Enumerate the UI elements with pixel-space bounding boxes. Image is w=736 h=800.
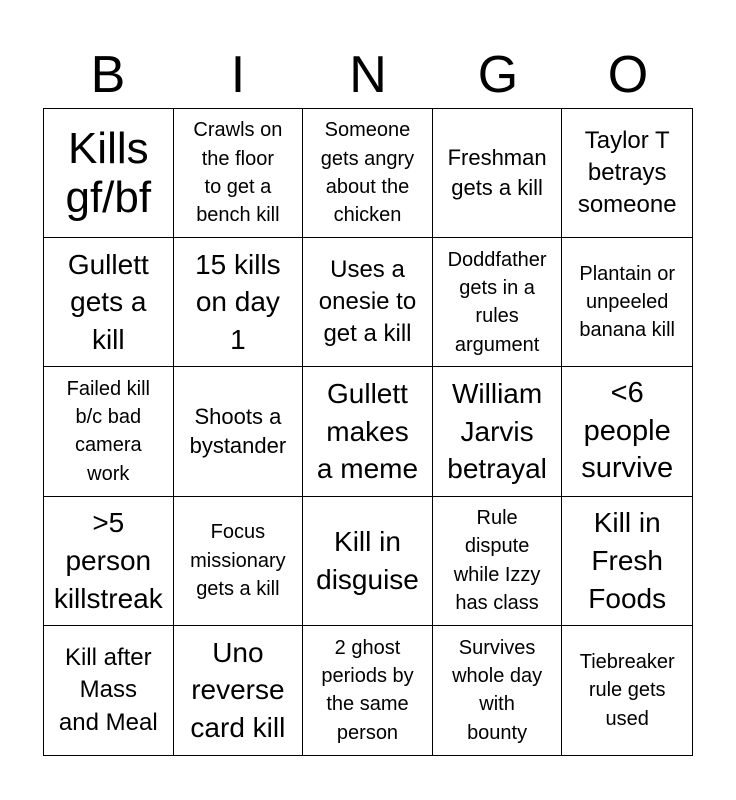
bingo-cell-1-2[interactable]: Crawls on the floor to get a bench kill [174,109,304,238]
header-letter-o: O [607,46,649,104]
bingo-cell-4-1[interactable]: >5 person killstreak [44,497,174,626]
header-letter-i: I [230,46,246,104]
bingo-cell-1-3[interactable]: Someone gets angry about the chicken [303,109,433,238]
bingo-cell-1-4[interactable]: Freshman gets a kill [433,109,563,238]
header-letter-b: B [90,46,126,104]
bingo-cell-4-5[interactable]: Kill in Fresh Foods [562,497,692,626]
bingo-cell-4-3[interactable]: Kill in disguise [303,497,433,626]
bingo-cell-5-5[interactable]: Tiebreaker rule gets used [579,650,675,730]
bingo-cell-4-2[interactable]: Focus missionary gets a kill [174,497,304,626]
header-letter-g: G [477,46,519,104]
bingo-cell-1-1[interactable]: Kills gf/bf [44,109,174,238]
bingo-cell-5-1[interactable]: Kill after Mass and Meal [44,626,174,755]
bingo-cell-5-2[interactable]: Uno reverse card kill [174,626,304,755]
bingo-cell-2-3[interactable]: Uses a onesie to get a kill [303,238,433,367]
bingo-cell-3-2[interactable]: Shoots a bystander [174,367,304,496]
bingo-cell-3-3[interactable]: Gullett makes a meme [303,367,433,496]
bingo-cell-5-4[interactable]: Survives whole day with bounty [433,626,563,755]
bingo-cell-3-5[interactable]: <6 people survive [562,367,692,496]
bingo-cell-4-4[interactable]: Rule dispute while Izzy has class [433,497,563,626]
header-letter-n: N [349,46,387,104]
bingo-cell-2-5[interactable]: Plantain or unpeeled banana kill [562,238,692,367]
bingo-cell-3-1[interactable]: Failed kill b/c bad camera work [44,367,174,496]
bingo-header [43,46,693,104]
bingo-cell-2-1[interactable]: Gullett gets a kill [44,238,174,367]
bingo-cell-3-4[interactable]: William Jarvis betrayal [433,367,563,496]
bingo-cell-1-5[interactable]: Taylor T betrays someone [562,109,692,238]
bingo-grid [43,108,693,756]
bingo-cell-5-3[interactable]: 2 ghost periods by the same person [303,626,433,755]
bingo-cell-2-4[interactable]: Doddfather gets in a rules argument [433,238,563,367]
bingo-cell-2-2[interactable]: 15 kills on day 1 [174,238,304,367]
